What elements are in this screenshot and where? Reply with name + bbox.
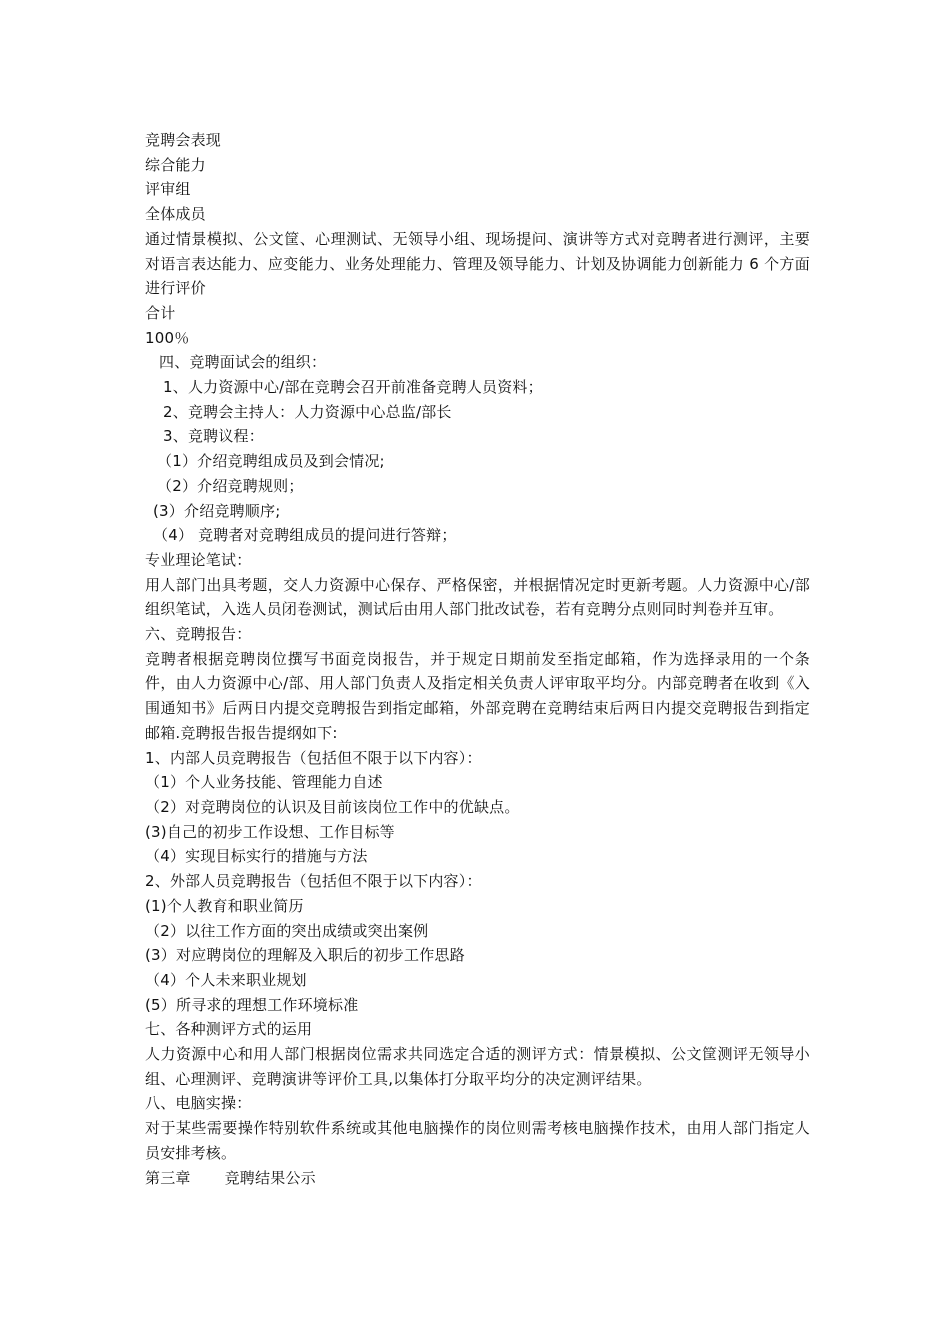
chapter-heading: [145, 1166, 810, 1191]
list-subitem: （2）以往工作方面的突出成绩或突出案例: [145, 921, 429, 940]
list-subitem: (5）所寻求的理想工作环境标准: [145, 995, 359, 1014]
list-subitem: (3)自己的初步工作设想、工作目标等: [145, 822, 395, 841]
list-subitem: （4） 竞聘者对竞聘组成员的提问进行答辩；: [153, 526, 457, 545]
paragraph-evaluation-method: 通过情景模拟、公文筐、心理测试、无领导小组、现场提问、演讲等方式对竞聘者进行测评，主要对语言表达能力、应变能力、业务处理能力、管理及领导能力、计划及协调能力创新能力 6 个方面进行评价: [145, 229, 810, 298]
text-line: 全体成员: [145, 205, 206, 224]
section-heading: 专业理论笔试：: [145, 550, 252, 569]
section-heading: 四、竞聘面试会的组织：: [159, 353, 327, 372]
text-line: 竞聘会表现: [145, 131, 222, 149]
paragraph: 对于某些需要操作特别软件系统或其他电脑操作的岗位则需考核电脑操作技术，由用人部门指定人员安排考核。: [145, 1119, 810, 1162]
list-subitem: （1）介绍竞聘组成员及到会情况;: [157, 452, 385, 471]
paragraph: 人力资源中心和用人部门根据岗位需求共同选定合适的测评方式：情景模拟、公文筐测评无领导小组、心理测评、竞聘演讲等评价工具,以集体打分取平均分的决定测评结果。: [145, 1045, 810, 1088]
text-line: 100％: [145, 328, 190, 347]
list-subitem: （2）对竞聘岗位的认识及目前该岗位工作中的优缺点。: [145, 797, 520, 816]
list-item: 1、内部人员竞聘报告（包括但不限于以下内容）：: [145, 748, 482, 767]
text-line: 综合能力: [145, 155, 206, 174]
list-subitem: （2）介绍竞聘规则；: [157, 476, 304, 495]
list-subitem: (3）介绍竞聘顺序;: [153, 501, 281, 520]
document-body: [145, 128, 810, 1190]
chapter-title: 竞聘结果公示: [224, 1168, 316, 1187]
text-line: 合计: [145, 303, 176, 322]
section-heading: 七、各种测评方式的运用: [145, 1020, 313, 1039]
list-subitem: (1)个人教育和职业简历: [145, 896, 304, 915]
list-item: 3、竞聘议程：: [163, 427, 264, 446]
list-item: 2、外部人员竞聘报告（包括但不限于以下内容）：: [145, 872, 482, 891]
paragraph: 竞聘者根据竞聘岗位撰写书面竞岗报告，并于规定日期前发至指定邮箱，作为选择录用的一个条件，由人力资源中心/部、用人部门负责人及指定相关负责人评审取平均分。内部竞聘者在收到《入围通知书》后两日内提交竞聘报告到指定邮箱，外部竞聘在竞聘结束后两日内提交竞聘报告到指定邮箱.竞聘报告报告提纲如下:: [145, 649, 810, 742]
list-item: 2、竞聘会主持人：人力资源中心总监/部长: [163, 402, 452, 421]
section-heading: 六、竞聘报告：: [145, 625, 252, 644]
list-subitem: （1）个人业务技能、管理能力自述: [145, 773, 383, 792]
paragraph: 用人部门出具考题，交人力资源中心保存、严格保密，并根据情况定时更新考题。人力资源中心/部组织笔试，入选人员闭卷测试，测试后由用人部门批改试卷，若有竞聘分点则同时判卷并互审。: [145, 575, 810, 619]
chapter-label: 第三章: [145, 1168, 191, 1187]
list-subitem: (3）对应聘岗位的理解及入职后的初步工作思路: [145, 946, 465, 965]
section-heading: 八、电脑实操：: [145, 1094, 252, 1113]
list-item: 1、人力资源中心/部在竞聘会召开前准备竞聘人员资料；: [163, 378, 543, 397]
list-subitem: （4）个人未来职业规划: [145, 970, 307, 989]
list-subitem: （4）实现目标实行的措施与方法: [145, 847, 368, 866]
text-line: 评审组: [145, 180, 191, 199]
